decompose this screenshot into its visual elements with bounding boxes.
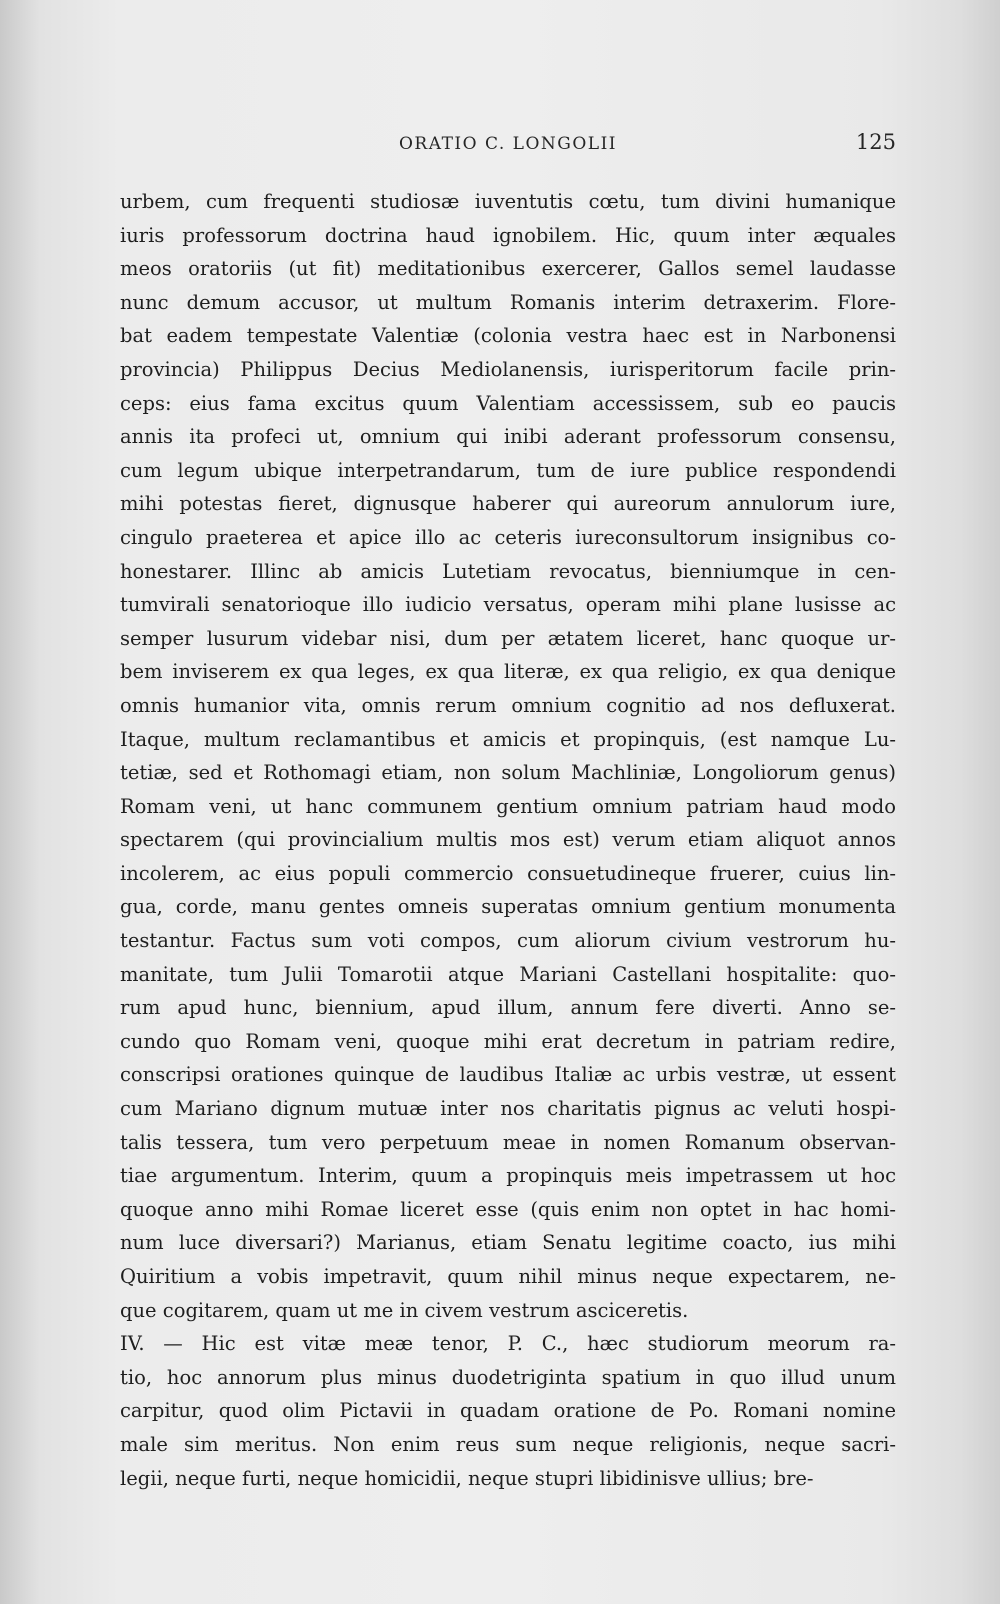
text-line: nunc demum accusor, ut multum Romanis interim detraxerim. Flore- — [120, 290, 896, 314]
text-line: tio, hoc annorum plus minus duodetriginta spatium in quo illud unum — [120, 1365, 896, 1389]
text-line: cum legum ubique interpetrandarum, tum de iure publice respondendi — [120, 458, 896, 482]
text-line: cum Mariano dignum mutuæ inter nos charitatis pignus ac veluti hospi- — [120, 1097, 896, 1121]
text-line: honestarer. Illinc ab amicis Lutetiam revocatus, bienniumque in cen- — [120, 559, 896, 583]
running-title: ORATIO C. LONGOLII — [398, 134, 618, 154]
text-line: annis ita profeci ut, omnium qui inibi aderant professorum consensu, — [120, 425, 896, 449]
text-line: Quiritium a vobis impetravit, quum nihil minus neque expectarem, ne- — [120, 1265, 896, 1288]
text-line: urbem, cum frequenti studiosæ iuventutis cœtu, tum divini humanique — [120, 190, 896, 213]
page-header — [120, 130, 896, 160]
text-line: cingulo praeterea et apice illo ac ceteris iureconsultorum insignibus co- — [120, 525, 896, 549]
text-line: bat eadem tempestate Valentiæ (colonia vestra haec est in Narbonensi — [120, 324, 896, 348]
text-line: legii, neque furti, neque homicidii, neque stupri libidinisve ullius; bre- — [120, 1466, 814, 1490]
text-line: IV. — Hic est vitæ meæ tenor, P. C., hæc studiorum meorum ra- — [120, 1332, 896, 1356]
text-line: Romam veni, ut hanc communem gentium omnium patriam haud modo — [120, 794, 896, 818]
text-line: Itaque, multum reclamantibus et amicis et propinquis, (est namque Lu- — [120, 727, 896, 751]
body-text — [120, 185, 896, 1495]
text-line: num luce diversari?) Marianus, etiam Senatu legitime coacto, ius mihi — [120, 1231, 896, 1255]
text-line: bem inviserem ex qua leges, ex qua literæ, ex qua religio, ex qua denique — [120, 660, 896, 684]
text-line: tetiæ, sed et Rothomagi etiam, non solum Machliniæ, Longoliorum genus) — [120, 761, 896, 785]
text-line: incolerem, ac eius populi commercio consuetudineque fruerer, cuius lin- — [120, 861, 896, 885]
text-line: male sim meritus. Non enim reus sum neque religionis, neque sacri- — [120, 1432, 896, 1456]
text-line: cundo quo Romam veni, quoque mihi erat decretum in patriam redire, — [120, 1029, 896, 1053]
page-number: 125 — [855, 130, 896, 154]
text-line: quoque anno mihi Romae liceret esse (quis enim non optet in hac homi- — [120, 1197, 896, 1221]
text-line: ceps: eius fama excitus quum Valentiam accessissem, sub eo paucis — [120, 391, 896, 415]
text-line: talis tessera, tum vero perpetuum meae in nomen Romanum observan- — [120, 1130, 896, 1154]
text-line: semper lusurum videbar nisi, dum per ætatem liceret, hanc quoque ur- — [120, 626, 896, 650]
text-line: mihi potestas fieret, dignusque haberer qui aureorum annulorum iure, — [120, 492, 896, 516]
text-line: provincia) Philippus Decius Mediolanensis, iurisperitorum facile prin- — [120, 357, 896, 381]
text-line: testantur. Factus sum voti compos, cum aliorum civium vestrorum hu- — [120, 929, 896, 953]
text-line: carpitur, quod olim Pictavii in quadam oratione de Po. Romani nomine — [120, 1399, 896, 1423]
text-line: iuris professorum doctrina haud ignobilem. Hic, quum inter æquales — [120, 223, 896, 247]
text-line: omnis humanior vita, omnis rerum omnium cognitio ad nos defluxerat. — [120, 693, 896, 717]
text-line: rum apud hunc, biennium, apud illum, annum fere diverti. Anno se- — [120, 996, 896, 1020]
text-line: manitate, tum Julii Tomarotii atque Mariani Castellani hospitalite: quo- — [120, 962, 896, 986]
text-line: conscripsi orationes quinque de laudibus Italiæ ac urbis vestræ, ut essent — [120, 1063, 896, 1087]
text-line: tiae argumentum. Interim, quum a propinquis meis impetrassem ut hoc — [120, 1164, 896, 1188]
text-line: tumvirali senatorioque illo iudicio versatus, operam mihi plane lusisse ac — [120, 593, 896, 617]
text-line: spectarem (qui provincialium multis mos est) verum etiam aliquot annos — [120, 828, 896, 852]
text-line: meos oratoriis (ut fit) meditationibus exercerer, Gallos semel laudasse — [120, 257, 896, 281]
text-line: que cogitarem, quam ut me in civem vestrum asciceretis. — [120, 1298, 689, 1322]
text-line: gua, corde, manu gentes omneis superatas omnium gentium monumenta — [120, 895, 896, 919]
